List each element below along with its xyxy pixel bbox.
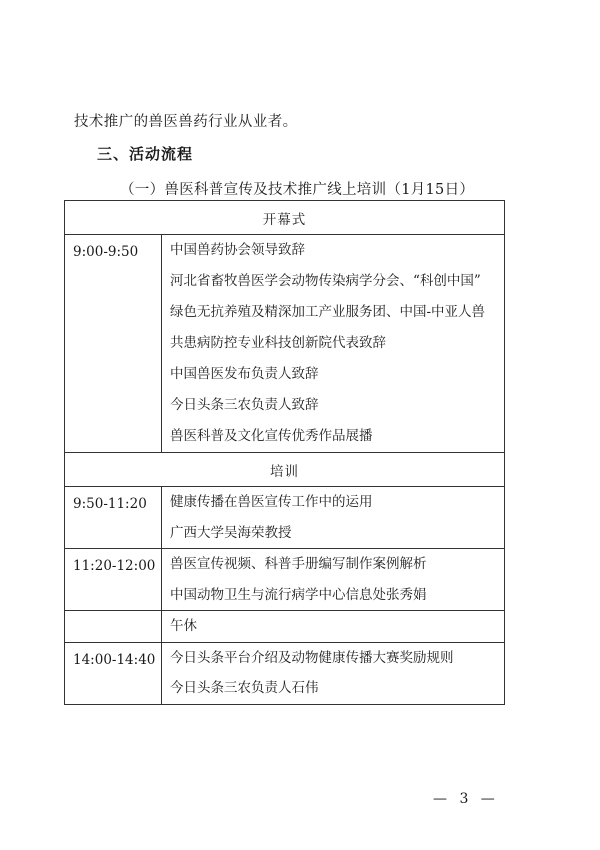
schedule-table — [64, 200, 505, 705]
list-item: 午休 — [170, 618, 197, 634]
session-time: 9:50-11:20 — [65, 487, 162, 549]
list-item: 今日头条平台介绍及动物健康传播大赛奖励规则 — [170, 649, 454, 666]
session-time: 14:00-14:40 — [65, 642, 162, 704]
session-content — [162, 549, 505, 611]
intro-line: 技术推广的兽医兽药行业从业者。 — [74, 114, 298, 130]
list-item: 中国兽药协会领导致辞 — [170, 242, 305, 258]
opening-header-row — [65, 201, 505, 235]
subsection-title: （一）兽医科普宣传及技术推广线上培训（1月15日） — [120, 182, 475, 198]
list-item: 兽医科普及文化宣传优秀作品展播 — [170, 428, 373, 444]
list-item: 健康传播在兽医宣传工作中的运用 — [170, 494, 373, 510]
table-row — [65, 611, 505, 643]
list-item: 共患病防控专业科技创新院代表致辞 — [170, 335, 386, 351]
session-content — [162, 642, 505, 704]
session-content — [162, 611, 505, 643]
page-number: — 3 — — [433, 791, 499, 807]
table-row — [65, 487, 505, 549]
section-title: 三、活动流程 — [97, 145, 194, 163]
session-time — [65, 611, 162, 643]
table-row — [65, 235, 505, 453]
table-row — [65, 549, 505, 611]
list-item: 兽医宣传视频、科普手册编写制作案例解析 — [170, 556, 427, 572]
session-time: 9:00-9:50 — [65, 235, 162, 453]
table-row — [65, 642, 505, 704]
list-item: 广西大学吴海荣教授 — [170, 524, 292, 541]
list-item: 今日头条三农负责人致辞 — [170, 397, 319, 413]
list-item: 中国兽医发布负责人致辞 — [170, 366, 319, 382]
list-item: 绿色无抗养殖及精深加工产业服务团、中国-中亚人兽 — [170, 304, 486, 320]
training-header: 培训 — [65, 453, 505, 487]
session-content — [162, 487, 505, 549]
opening-header: 开幕式 — [65, 201, 505, 235]
training-header-row — [65, 453, 505, 487]
session-time: 11:20-12:00 — [65, 549, 162, 611]
list-item: 中国动物卫生与流行病学中心信息处张秀娟 — [170, 586, 427, 603]
session-content — [162, 235, 505, 453]
list-item: 河北省畜牧兽医学会动物传染病学分会、“科创中国” — [170, 273, 481, 289]
list-item: 今日头条三农负责人石伟 — [170, 680, 319, 696]
